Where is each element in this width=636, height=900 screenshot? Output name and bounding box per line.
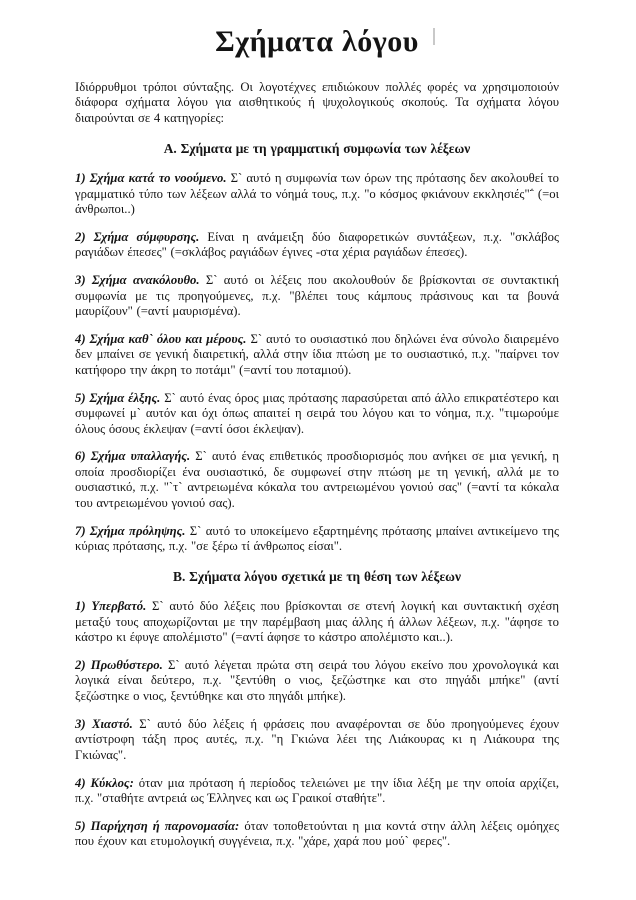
item-lead: Σχήμα έλξης. xyxy=(89,390,161,405)
section-a-item-3 xyxy=(75,273,559,319)
item-body: Σ` αυτό ένας όρος μιας πρότασης παρασύρεται από άλλο επικρατέστερο και συμφωνεί μ` αυτόν και όχι όπως απαιτεί η σειρά του λόγου και το νόημα, π.χ. "τιμωρούμε όλους όσους έκλεψαν (=αντί όσοι έκλεψαν). xyxy=(75,390,559,436)
section-b-item-2 xyxy=(75,658,559,704)
item-lead: Παρήχηση ή παρονομασία: xyxy=(90,818,240,833)
item-lead: Κύκλος: xyxy=(90,775,134,790)
section-a-item-7 xyxy=(75,524,559,555)
item-lead: Σχήμα κατά το νοούμενο. xyxy=(89,171,227,186)
item-lead: Σχήμα ανακόλουθο. xyxy=(91,273,200,288)
section-b-item-4 xyxy=(75,776,559,807)
section-b-item-5 xyxy=(75,819,559,850)
item-lead: Σχήμα καθ` όλου και μέρους. xyxy=(89,331,247,346)
item-number: 7) xyxy=(75,523,86,538)
item-number: 3) xyxy=(75,273,86,288)
item-lead: Σχήμα υπαλλαγής. xyxy=(90,449,191,464)
item-body: Σ` αυτό οι λέξεις που ακολουθούν δε βρίσκονται σε συντακτική συμφωνία με τις προηγούμενες, π.χ. "βλέπει τους κάμπους πράσινους και τα βουνά μαυρίζουν" (=αντί μαυρισμένα). xyxy=(75,273,559,319)
text-cursor-artifact xyxy=(433,28,435,45)
item-number: 5) xyxy=(75,818,86,833)
item-number: 6) xyxy=(75,449,86,464)
item-number: 3) xyxy=(75,716,86,731)
item-lead: Πρωθύστερο. xyxy=(90,658,163,673)
section-a-heading: Α. Σχήματα με τη γραμματική συμφωνία των λέξεων xyxy=(163,141,471,157)
section-a-item-4 xyxy=(75,332,559,378)
item-body: Σ` αυτό το υποκείμενο εξαρτημένης πρότασης μπαίνει αντικείμενο της κύριας πρότασης, π.χ. "σε ξέρω τί άνθρωπος είσαι". xyxy=(75,523,560,553)
intro-paragraph: Ιδιόρρυθμοι τρόποι σύνταξης. Οι λογοτέχνες επιδιώκουν πολλές φορές να χρησιμοποιούν διάφορα σχήματα λόγου για αισθητικούς ή ψυχολογικούς σκοπούς. Τα σχήματα λόγου διαιρούνται σε 4 κατηγορίες: xyxy=(75,80,559,125)
item-lead: Σχήμα σύμφυρσης. xyxy=(93,229,200,244)
item-number: 4) xyxy=(75,775,86,790)
item-lead: Υπερβατό. xyxy=(91,599,147,614)
item-body: Σ` αυτό δύο λέξεις ή φράσεις που αναφέρονται σε δύο προηγούμενες έχουν αντίστροφη τάξη προς αυτές, π.χ. "η Γκιώνα λέει της Λιάκουρας κι η Λιάκουρα της Γκιώνας". xyxy=(75,716,560,762)
item-number: 2) xyxy=(75,229,86,244)
section-a-item-2 xyxy=(75,230,559,261)
item-body: Σ` αυτό το ουσιαστικό που δηλώνει ένα σύνολο διαιρεμένο δεν μπαίνει σε γενική διαιρετική, αλλά στην ίδια πτώση με το ουσιαστικό, π.χ. "παίρνει τον κατήφορο την άκρη το ποτάμι" (=αντί του ποταμιού). xyxy=(75,331,560,377)
item-body: Σ` αυτό δύο λέξεις που βρίσκονται σε στενή λογική και συντακτική σχέση μεταξύ τους αποχωρίζονται με την παρέμβαση μιας άλλης ή άλλων λέξεων, π.χ. "άφησε το κάστρο κι έφυγε απολέμιστο" (=αντί άφησε το κάστρο απολέμιστο και..). xyxy=(75,599,559,645)
item-body: Σ` αυτό η συμφωνία των όρων της πρότασης δεν ακολουθεί το γραμματικό τύπο των λέξεων αλλά το νόημά τους, π.χ. "ο κόσμος φκιάνουν εκκλησιές"΅ (=οι άνθρωποι..) xyxy=(75,171,560,217)
item-body: Σ` αυτό λέγεται πρώτα στη σειρά του λόγου εκείνο που χρονολογικά και λογικά είναι δεύτερο, π.χ. "ξεντύθη ο νιος, ξεζώστηκε και στο πηγάδι μπήκε" (αντί ξεζώστηκε ο νιος, ξεντύθηκε και στο πηγάδι μπήκε). xyxy=(75,658,559,703)
item-lead: Σχήμα πρόληψης. xyxy=(89,523,186,538)
section-b-item-1 xyxy=(75,599,559,645)
item-number: 4) xyxy=(75,331,86,346)
item-number: 1) xyxy=(75,599,86,614)
item-lead: Χιαστό. xyxy=(92,716,133,731)
item-number: 5) xyxy=(75,390,86,405)
item-body: Είναι η ανάμειξη δύο διαφορετικών συντάξεων, π.χ. "σκλάβος ραγιάδων έπεσες" (=σκλάβος ραγιάδων έγινες -στα χέρια ραγιάδων έπεσες). xyxy=(75,229,559,260)
item-number: 2) xyxy=(75,658,86,673)
item-body: όταν τοποθετούνται η μια κοντά στην άλλη λέξεις ομόηχες που έχουν και ετυμολογική συγγένεια, π.χ. "χάρε, χαρά που μού` φερες". xyxy=(75,818,560,849)
item-body: Σ` αυτό ένας επιθετικός προσδιορισμός που ανήκει σε μια γενική, η οποία προσδιορίζει ένα ουσιαστικό, δε συμφωνεί στην πτώση με τη γενική, αλλά με το ουσιαστικό, π.χ. "`τ` αντρειωμένα κόκαλα του αντρειωμένου γονιού σας" (=αντί τα κόκαλα του αντρειωμένου γονιού σας). xyxy=(75,449,560,510)
section-a-item-6 xyxy=(75,449,559,511)
item-number: 1) xyxy=(75,171,86,186)
page-title: Σχήματα λόγου xyxy=(215,25,419,58)
section-b-heading: Β. Σχήματα λόγου σχετικά με τη θέση των λέξεων xyxy=(173,569,461,585)
item-body: όταν μια πρόταση ή περίοδος τελειώνει με την ίδια λέξη με την οποία αρχίζει, π.χ. "σταθήτε αντρειά ως Έλληνες και ως Γραικοί σταθήτε". xyxy=(75,775,560,805)
section-a-item-5 xyxy=(75,391,559,437)
section-b-item-3 xyxy=(75,717,559,763)
section-a-item-1 xyxy=(75,171,559,217)
